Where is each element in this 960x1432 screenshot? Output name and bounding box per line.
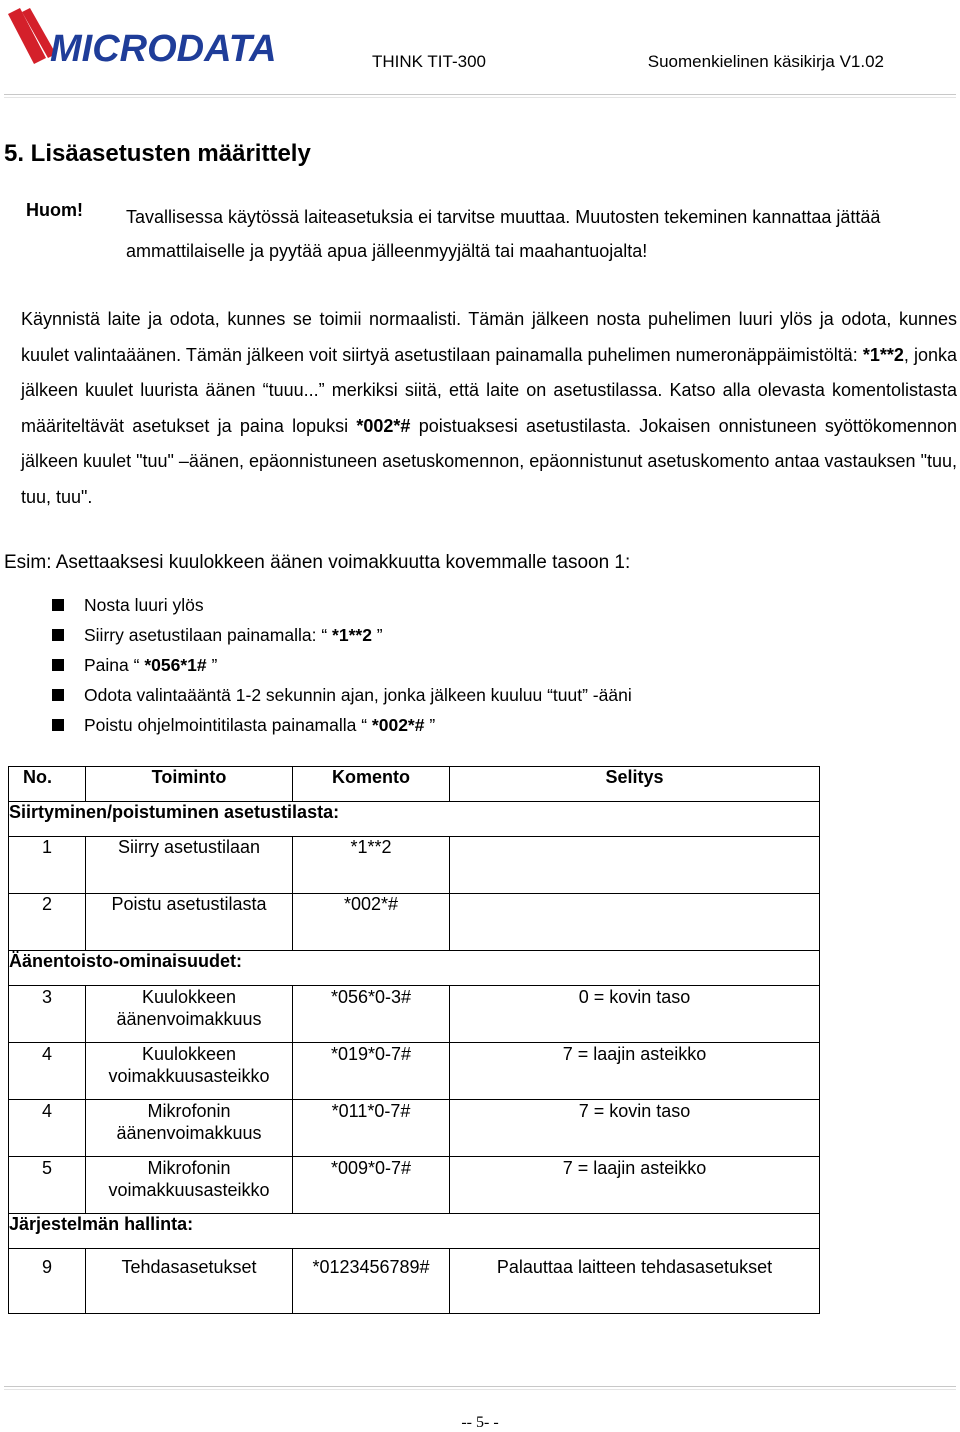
para-text-1: Käynnistä laite ja odota, kunnes se toimii normaalisti. Tämän jälkeen nosta puhelimen luuri ylös ja odota, kunnes kuulet valintaäänen. Tämän jälkeen voit siirtyä asetustilaan painamalla puhelimen numeronäppäimistöltä: <box>21 309 957 365</box>
instructions-paragraph <box>21 302 957 515</box>
section-label: Äänentoisto-ominaisuudet: <box>9 951 820 986</box>
header-function: Toiminto <box>86 767 293 802</box>
product-name: THINK TIT-300 <box>372 52 486 71</box>
note-text: Tavallisessa käytössä laiteasetuksia ei tarvitse muuttaa. Muutosten tekeminen kannattaa jättää ammattilaiselle ja pyytää apua jälleenmyyjältä tai maahantuojalta! <box>126 207 881 261</box>
section-label: Siirtyminen/poistuminen asetustilasta: <box>9 802 820 837</box>
header-command: Komento <box>293 767 450 802</box>
code-enter: *1**2 <box>862 344 904 365</box>
microdata-logo <box>6 6 277 70</box>
header-no: No. <box>9 767 86 802</box>
note-label: Huom! <box>26 200 83 220</box>
table-row: 9 Tehdasasetukset *0123456789# Palauttaa laitteen tehdasasetukset <box>9 1249 820 1314</box>
bullet-square-icon <box>52 659 64 671</box>
list-item: Siirry asetustilaan painamalla: “ *1**2 ” <box>50 620 750 650</box>
table-row: 4 Mikrofonin äänenvoimakkuus *011*0-7# 7 = kovin taso <box>9 1100 820 1157</box>
bullet-square-icon <box>52 599 64 611</box>
table-row: 1 Siirry asetustilaan *1**2 <box>9 837 820 894</box>
header-divider <box>4 94 956 98</box>
para-text-3: poistuaksesi asetustilasta. Jokaisen onnistuneen syöttökomennon jälkeen kuulet "tuu" –äänen, epäonnistuneen asetuskomennon, epäonnistunut asetuskomento antaa vastauksen "tuu, tuu, tuu". <box>21 415 957 507</box>
page-number: -- 5- - <box>461 1414 499 1431</box>
header-description: Selitys <box>450 767 820 802</box>
para-text-2: , jonka jälkeen kuulet luurista äänen “tuuu...” merkiksi siitä, että laite on asetustilassa. Katso alla olevasta komentolistasta määriteltävät asetukset ja paina lopuksi <box>21 344 957 436</box>
manual-title: Suomenkielinen käsikirja V1.02 <box>647 52 884 71</box>
code-exit: *002*# <box>356 415 411 436</box>
section-row <box>9 1214 820 1249</box>
list-item: Odota valintaääntä 1-2 sekunnin ajan, jonka jälkeen kuuluu “tuut” -ääni <box>50 680 750 710</box>
section-row <box>9 802 820 837</box>
table-row: 4 Kuulokkeen voimakkuusasteikko *019*0-7# 7 = laajin asteikko <box>9 1043 820 1100</box>
list-item: Nosta luuri ylös <box>50 590 750 620</box>
bullet-square-icon <box>52 689 64 701</box>
example-title: Esim: Asettaaksesi kuulokkeen äänen voimakkuutta kovemmalle tasoon 1: <box>4 552 631 573</box>
bullet-square-icon <box>52 719 64 731</box>
table-row: 5 Mikrofonin voimakkuusasteikko *009*0-7# 7 = laajin asteikko <box>9 1157 820 1214</box>
command-table <box>8 766 820 1314</box>
bullet-square-icon <box>52 629 64 641</box>
list-item: Poistu ohjelmointitilasta painamalla “ *002*# ” <box>50 710 750 740</box>
table-row: 3 Kuulokkeen äänenvoimakkuus *056*0-3# 0 = kovin taso <box>9 986 820 1043</box>
steps-list <box>50 590 750 740</box>
section-title: 5. Lisäasetusten määrittely <box>4 140 311 167</box>
table-header-row <box>9 767 820 802</box>
footer-divider <box>4 1386 956 1390</box>
table-row: 2 Poistu asetustilasta *002*# <box>9 894 820 951</box>
list-item: Paina “ *056*1# ” <box>50 650 750 680</box>
logo-wordmark: MICRODATA <box>50 28 277 70</box>
section-label: Järjestelmän hallinta: <box>9 1214 820 1249</box>
section-row <box>9 951 820 986</box>
